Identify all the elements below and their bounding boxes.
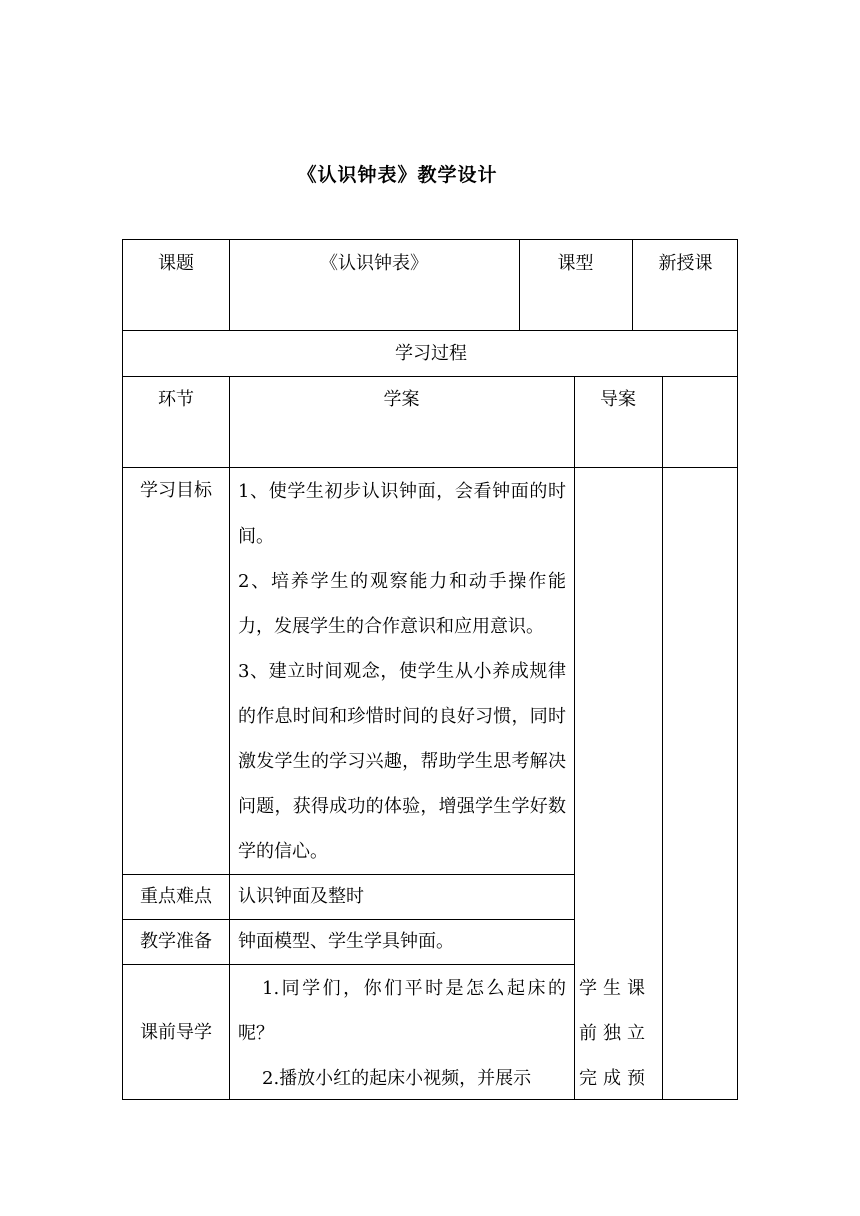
objective-item: 1、使学生初步认识钟面，会看钟面的时间。 [238, 481, 566, 547]
key-points-label: 重点难点 [140, 886, 212, 907]
row-divider [123, 919, 574, 920]
objectives-list [238, 469, 566, 874]
type-label: 课型 [557, 253, 594, 274]
objective-item: 3、建立时间观念，使学生从小养成规律的作息时间和珍惜时间的良好习惯，同时激发学生的学习兴趣，帮助学生思考解决问题，获得成功的体验，增强学生学好数学的信心。 [238, 661, 566, 862]
section-heading: 学习过程 [395, 343, 467, 364]
preview-list [238, 966, 566, 1100]
preparation-label: 教学准备 [140, 931, 212, 952]
lesson-plan-table [122, 239, 738, 1100]
column-divider [229, 376, 230, 1100]
topic-label: 课题 [158, 253, 194, 274]
preview-item: 1.同学们，你们平时是怎么起床的呢？ [238, 978, 566, 1044]
study-plan-column-header: 学案 [383, 389, 420, 410]
row-divider [123, 330, 738, 331]
objectives-label: 学习目标 [140, 480, 212, 501]
guide-plan-column-header: 导案 [600, 389, 636, 410]
preview-label: 课前导学 [140, 1022, 212, 1043]
row-divider [123, 874, 574, 875]
key-points-content: 认识钟面及整时 [238, 886, 364, 907]
row-divider [123, 376, 738, 377]
row-divider [123, 467, 738, 468]
row-divider [123, 964, 574, 965]
column-divider [574, 376, 575, 1100]
stage-column-header: 环节 [158, 389, 194, 410]
preparation-content: 钟面模型、学生学具钟面。 [238, 931, 454, 952]
type-value: 新授课 [658, 253, 713, 274]
objective-item: 2、培养学生的观察能力和动手操作能力，发展学生的合作意识和应用意识。 [238, 571, 566, 637]
preview-item: 2.播放小红的起床小视频，并展示 [262, 1068, 532, 1089]
column-divider [662, 376, 663, 1100]
topic-value: 《认识钟表》 [320, 253, 428, 274]
document-title: 《认识钟表》教学设计 [297, 164, 498, 186]
preview-guide-text: 学生课前独立完成预 [579, 978, 651, 1089]
